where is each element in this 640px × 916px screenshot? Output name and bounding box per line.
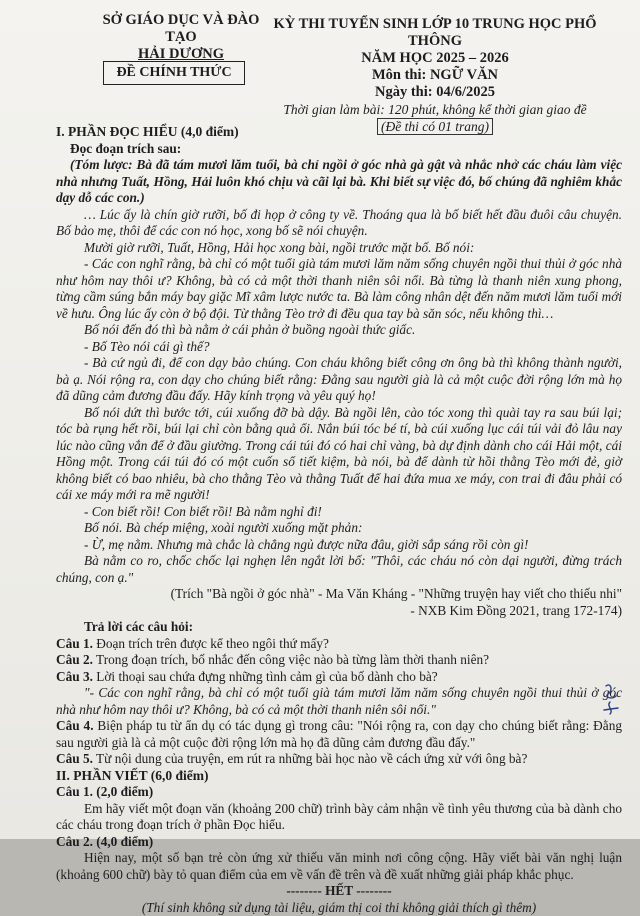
exam-content: [56, 124, 622, 916]
reading-heading: I. PHẦN ĐỌC HIỂU (4,0 điểm): [56, 124, 622, 141]
passage-paragraph: - Các con nghĩ rằng, bà chỉ có một tuổi già tám mươi lăm năm sống chuyên ngồi thui thủi ở góc nhà như hôm nay thôi ư? Không, bà có cả một thời thanh niên sôi nổi. Bà từng là thanh niên xung phong, từng cầm súng bắn máy bay giặc Mĩ xâm lược nước ta. Bà làm công nhân dệt đến năm mươi lăm tuổi mới về hưu. Ông lúc ấy còn ở bộ đội. Từ thằng Tèo trở đi đều qua tay bà săn sóc, nếu không thì…: [56, 256, 622, 322]
question-2: [56, 652, 622, 669]
question-text: Biện pháp tu từ ẩn dụ có tác dụng gì trong câu: "Nói rộng ra, con dạy cho chúng biết rằng: Đằng sau người già là cả một cuộc đời rộng lớn mà họ đã dũng cảm đương đầu đấy.": [56, 718, 622, 750]
passage-paragraph: Bố nói. Bà chép miệng, xoài người xuống mặt phản:: [56, 520, 622, 537]
passage-paragraph: - Bố Tèo nói cái gì thế?: [56, 339, 622, 356]
subject: Môn thi: NGỮ VĂN: [250, 67, 620, 84]
citation-line-1: (Trích "Bà ngồi ở góc nhà" - Ma Văn Kháng - "Những truyện hay viết cho thiếu nhi": [56, 586, 622, 603]
question-text: Từ nội dung của truyện, em rút ra những bài học nào về cách ứng xử với ông bà?: [96, 751, 527, 766]
province-name: HẢI DƯƠNG: [96, 46, 266, 63]
question-1: [56, 636, 622, 653]
question-label: Câu 3.: [56, 669, 93, 684]
exam-duration: Thời gian làm bài: 120 phút, không kể thời gian giao đề: [250, 101, 620, 118]
page-count-text: (Đề thi có 01 trang): [377, 118, 493, 135]
writing-q2-text: Hiện nay, một số bạn trẻ còn ứng xử thiếu văn minh nơi công cộng. Hãy viết bài văn nghị luận (khoảng 600 chữ) bày tỏ quan điểm của em về vấn đề trên và đề xuất những giải pháp khắc phục.: [56, 850, 622, 883]
question-3: [56, 669, 622, 686]
questions-heading: Trả lời các câu hỏi:: [56, 619, 622, 636]
question-4: [56, 718, 622, 751]
writing-q1-text: Em hãy viết một đoạn văn (khoảng 200 chữ) trình bày cảm nhận về tình yêu thương của bà dành cho các cháu trong đoạn trích ở phần Đọc hiểu.: [56, 801, 622, 834]
department-name: SỞ GIÁO DỤC VÀ ĐÀO TẠO: [96, 12, 266, 46]
handwritten-mark-icon: [598, 680, 626, 720]
writing-q2-label: Câu 2. (4,0 điểm): [56, 834, 622, 851]
citation-line-2: - NXB Kim Đồng 2021, trang 172-174): [56, 603, 622, 620]
question-label: Câu 5.: [56, 751, 93, 766]
footer-note: (Thí sinh không sử dụng tài liệu, giám thị coi thi không giải thích gì thêm): [56, 900, 622, 916]
reading-summary: (Tóm lược: Bà đã tám mươi lăm tuổi, bà chỉ ngồi ở góc nhà gà gật và nhắc nhở các cháu làm việc nhà nhưng Tuất, Hồng, Hải luôn khó chịu và cãi lại bà. Khi biết sự việc đó, bố chúng đã nghiêm khắc dạy dỗ các con.): [56, 157, 622, 207]
department: [96, 12, 266, 63]
exam-title: KỲ THI TUYỂN SINH LỚP 10 TRUNG HỌC PHỔ THÔNG: [250, 16, 620, 50]
exam-date: Ngày thi: 04/6/2025: [250, 84, 620, 101]
school-year: NĂM HỌC 2025 – 2026: [250, 50, 620, 67]
passage-paragraph: Mười giờ rưỡi, Tuất, Hồng, Hải học xong bài, ngồi trước mặt bố. Bố nói:: [56, 240, 622, 257]
passage-paragraph: … Lúc ấy là chín giờ rưỡi, bố đi họp ở công ty về. Thoáng qua là bố biết hết đầu đuôi câu chuyện. Bố bảo mẹ, thôi để các con nó học, xong bố sẽ nói chuyện.: [56, 207, 622, 240]
question-label: Câu 2.: [56, 652, 93, 667]
question-label: Câu 1.: [56, 636, 93, 651]
question-3-quote: "- Các con nghĩ rằng, bà chỉ có một tuổi già tám mươi lăm năm sống chuyên ngồi thui thủi ở góc nhà như hôm nay thôi ư? Không, bà có cả một thời thanh niên sôi nổi.": [56, 685, 622, 718]
question-5: [56, 751, 622, 768]
question-label: Câu 4.: [56, 718, 94, 733]
official-stamp-box: ĐỀ CHÍNH THỨC: [103, 61, 245, 85]
passage-paragraph: - Ừ, mẹ nằm. Nhưng mà chắc là chẳng ngủ được nữa đâu, giời sắp sáng rồi còn gì!: [56, 537, 622, 554]
writing-heading: II. PHẦN VIẾT (6,0 điểm): [56, 768, 622, 785]
passage-paragraph: - Bà cứ ngủ đi, để con dạy bảo chúng. Con cháu không biết công ơn ông bà thì không thành người, bà ạ. Nói rộng ra, con dạy cho chúng biết rằng: Đằng sau người già là cả một cuộc đời rộng lớn mà họ đã dũng cảm đương đầu đấy. Hãy kính trọng và yêu quý họ!: [56, 355, 622, 405]
passage-paragraph: Bà nằm co ro, chốc chốc lại nghẹn lên ngắt lời bố: "Thôi, các cháu nó còn dại người, đừng trách chúng, con ạ.": [56, 553, 622, 586]
question-text: Đoạn trích trên được kể theo ngôi thứ mấy?: [96, 636, 329, 651]
passage-paragraph: Bố nói dứt thì bước tới, cúi xuống đỡ bà dậy. Bà ngồi lên, cào tóc xong thì quài tay ra sau búi lại; tóc bà rụng hết rồi, búi lại chỉ còn bằng quả ổi. Nắn búi tóc bé tí, bà cúi xuống lục cái túi vải đỏ lâu nay lúc nào cũng vắn để ở đầu giường. Trong cái túi đó có hai chỉ vàng, bà dự định dành cho cái Hải một, cái Hồng một. Trong cái túi đó có một cuốn sổ tiết kiệm, bà nói, bà để dành từ hồi thằng Tèo mới đẻ, giờ không biết có bao nhiêu, bà cho thằng Tèo và thằng Tuất để hai đứa mua xe máy, con trai đi đâu phải có cái xe máy mới ra mẽ người!: [56, 405, 622, 504]
question-text: Lời thoại sau chứa đựng những tình cảm gì của bố dành cho bà?: [96, 669, 437, 684]
question-text: Trong đoạn trích, bố nhắc đến công việc nào bà từng làm thời thanh niên?: [96, 652, 489, 667]
writing-q1-label: Câu 1. (2,0 điểm): [56, 784, 622, 801]
passage-paragraph: - Con biết rồi! Con biết rồi! Bà nằm nghỉ đi!: [56, 504, 622, 521]
reading-intro: Đọc đoạn trích sau:: [56, 141, 622, 158]
end-marker: -------- HẾT --------: [56, 883, 622, 900]
passage-paragraph: Bố nói đến đó thì bà nằm ở cái phản ở buồng ngoài thức giấc.: [56, 322, 622, 339]
exam-header: [0, 0, 640, 128]
exam-info: [250, 16, 620, 135]
